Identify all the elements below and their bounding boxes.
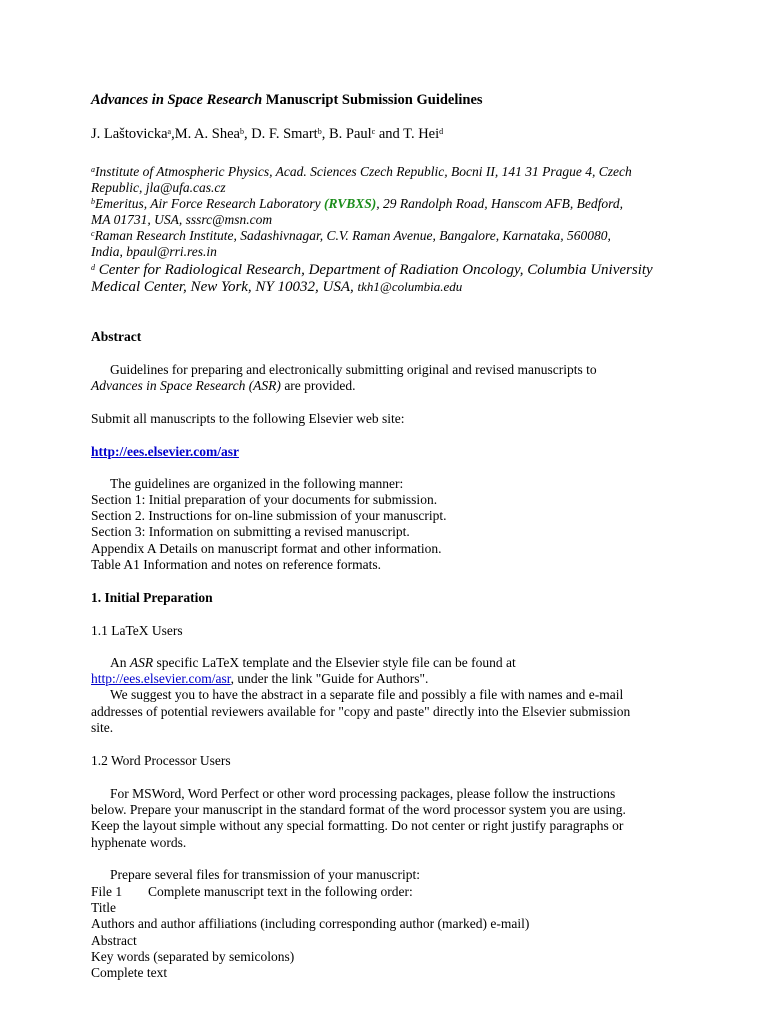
affiliation-d-email: tkh1@columbia.edu — [357, 279, 463, 294]
order-item: Authors and author affiliations (including corresponding author (marked) e-mail) — [91, 916, 530, 931]
document-title — [91, 92, 483, 108]
file1-label: File 1 — [91, 884, 123, 899]
affiliation-d-line2 — [91, 279, 462, 295]
latex-link-post: , under the link "Guide for Authors". — [230, 671, 429, 686]
word-processor-subheading: 1.2 Word Processor Users — [91, 753, 231, 768]
file1-text: Complete manuscript text in the following order: — [148, 884, 413, 899]
suggest-line3: site. — [91, 720, 114, 735]
wp-line4: hyphenate words. — [91, 835, 187, 850]
abstract-paragraph-line2 — [91, 378, 356, 394]
submit-instruction: Submit all manuscripts to the following Elsevier web site: — [91, 411, 405, 426]
author-superscript: a — [167, 127, 172, 136]
affiliation-d — [91, 262, 653, 278]
section1-heading: 1. Initial Preparation — [91, 590, 213, 605]
abstract-paragraph-line1: Guidelines for preparing and electronically submitting original and revised manuscripts to — [110, 362, 597, 377]
affiliation-c-line2: India, bpaul@rri.res.in — [91, 244, 217, 259]
abstract-heading: Abstract — [91, 329, 142, 344]
affiliation-b-post: , 29 Randolph Road, Hanscom AFB, Bedford, — [376, 196, 623, 211]
author-superscript: b — [239, 127, 244, 136]
affiliation-superscript: b — [91, 197, 95, 206]
suggest-line2: addresses of potential reviewers available for "copy and paste" directly into the Elsevier submission — [91, 704, 631, 719]
order-item: Title — [91, 900, 117, 915]
journal-name: Advances in Space Research — [91, 92, 263, 108]
author-superscript: c — [371, 127, 376, 136]
wp-line2: below. Prepare your manuscript in the standard format of the word processor system you are using. — [91, 802, 626, 817]
guide-for-authors-link[interactable]: http://ees.elsevier.com/asr — [91, 671, 231, 686]
section-list-item: Appendix A Details on manuscript format and other information. — [91, 541, 442, 556]
wp-line1: For MSWord, Word Perfect or other word processing packages, please follow the instructions — [110, 786, 616, 801]
latex-paragraph-line1 — [110, 655, 516, 671]
latex-pre: An — [110, 655, 130, 670]
title-rest: Manuscript Submission Guidelines — [265, 92, 483, 108]
author-superscript: d — [439, 127, 444, 136]
latex-asr: ASR — [129, 655, 154, 670]
files-intro: Prepare several files for transmission of your manuscript: — [110, 867, 421, 882]
order-item: Complete text — [91, 965, 168, 980]
affiliation-b-code: (RVBXS) — [323, 196, 377, 211]
affiliation-c-line1: Raman Research Institute, Sadashivnagar, C.V. Raman Avenue, Bangalore, Karnataka, 560080, — [94, 228, 611, 243]
section-list-item: Section 3: Information on submitting a revised manuscript. — [91, 524, 410, 539]
suggest-line1: We suggest you to have the abstract in a separate file and possibly a file with names and e-mail — [110, 687, 624, 702]
order-item: Abstract — [91, 933, 137, 948]
affiliation-c — [91, 228, 611, 244]
affiliation-d-address: Medical Center, New York, NY 10032, USA, — [91, 279, 358, 295]
section-list-item: Table A1 Information and notes on reference formats. — [91, 557, 381, 572]
affiliation-b-pre: Emeritus, Air Force Research Laboratory — [95, 196, 324, 211]
affiliation-a-line2: Republic, jla@ufa.cas.cz — [91, 180, 226, 195]
author-shea: ,M. A. Shea — [171, 126, 240, 142]
affiliation-superscript: d — [91, 263, 95, 272]
journal-abbrev: Advances in Space Research (ASR) — [91, 378, 281, 393]
affiliation-b-line2: MA 01731, USA, sssrc@msn.com — [91, 212, 273, 227]
affiliation-a — [91, 164, 632, 180]
file1-line — [91, 884, 413, 900]
abstract-paragraph-rest: are provided. — [280, 378, 356, 393]
author-lastovicka: J. Laštovicka — [91, 126, 168, 142]
affiliation-a-line1: Institute of Atmospheric Physics, Acad. Sciences Czech Republic, Bocni II, 141 31 Prague 4, Czech — [95, 164, 632, 179]
submission-url-link[interactable]: http://ees.elsevier.com/asr — [91, 444, 239, 459]
latex-paragraph-line2 — [91, 671, 428, 687]
author-hei: and T. Hei — [375, 126, 440, 142]
section-list-item: Section 1: Initial preparation of your documents for submission. — [91, 492, 438, 507]
organization-intro: The guidelines are organized in the following manner: — [110, 476, 404, 491]
latex-subheading: 1.1 LaTeX Users — [91, 623, 183, 638]
affiliation-superscript: c — [91, 229, 95, 238]
author-superscript: b — [317, 127, 322, 136]
author-smart: , D. F. Smart — [243, 126, 318, 142]
section-list-item: Section 2. Instructions for on-line submission of your manuscript. — [91, 508, 447, 523]
affiliation-d-line1: Center for Radiological Research, Department of Radiation Oncology, Columbia University — [95, 262, 653, 278]
author-list — [91, 126, 443, 142]
affiliation-superscript: a — [91, 165, 95, 174]
affiliation-b — [91, 196, 623, 212]
wp-line3: Keep the layout simple without any special formatting. Do not center or right justify paragraphs or — [91, 818, 624, 833]
author-paul: , B. Paul — [321, 126, 372, 142]
order-item: Key words (separated by semicolons) — [91, 949, 295, 964]
latex-post: specific LaTeX template and the Elsevier style file can be found at — [153, 655, 516, 670]
